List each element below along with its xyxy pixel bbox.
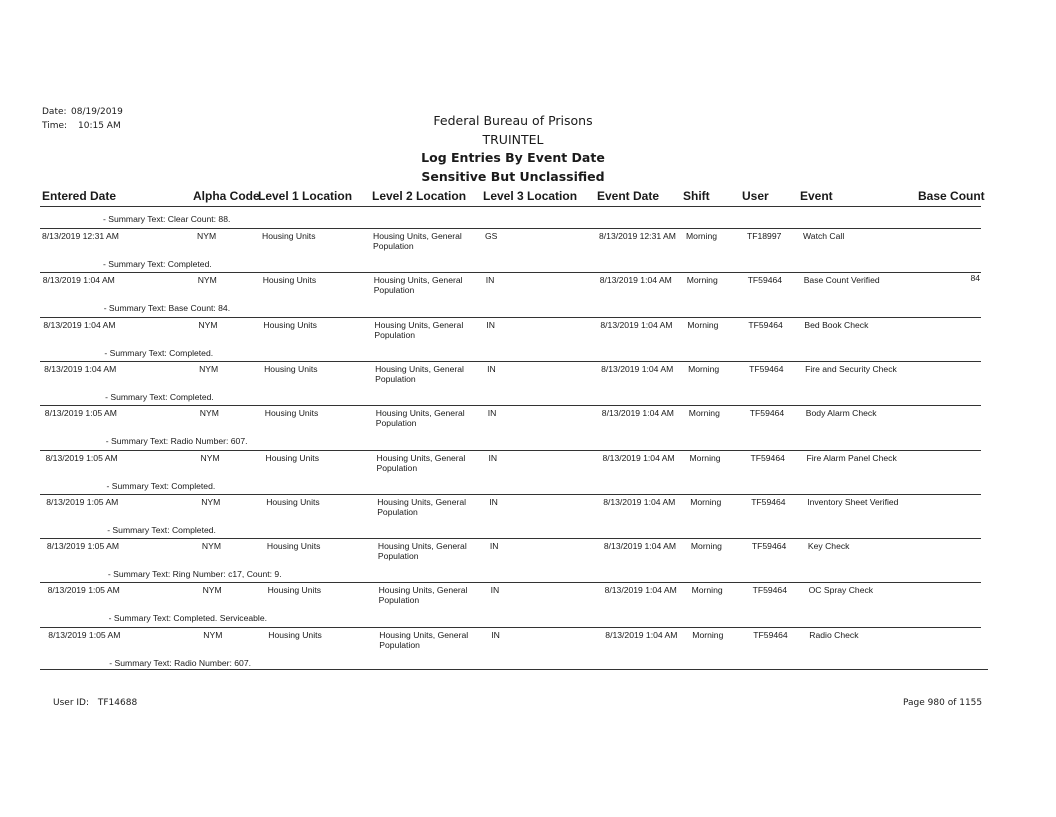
alpha-code-cell: NYM [198, 319, 218, 330]
summary-text: - Summary Text: Radio Number: 607. [109, 657, 251, 668]
level2-location-line2: Population [378, 595, 420, 606]
col-level2-location: Level 2 Location [372, 189, 467, 203]
level3-location-cell: GS [485, 231, 498, 241]
entered-date-cell: 8/13/2019 1:05 AM [47, 585, 120, 596]
row-divider [40, 582, 981, 583]
col-base-count: Base Count [918, 189, 985, 203]
header-divider [40, 206, 981, 207]
agency-name: Federal Bureau of Prisons [433, 113, 593, 128]
level2-location-line1: Housing Units, General [374, 319, 464, 330]
level2-location-cell [374, 320, 463, 340]
level2-location-cell [379, 585, 468, 605]
event-cell: Key Check [807, 541, 850, 552]
level2-location-line1: Housing Units, General [373, 231, 462, 241]
report-time [42, 121, 121, 131]
level2-location-line2: Population [377, 506, 418, 517]
top-summary-text: - Summary Text: Clear Count: 88. [103, 214, 231, 224]
level1-location-cell: Housing Units [262, 231, 316, 241]
level2-location-line1: Housing Units, General [379, 629, 469, 640]
entered-date-cell: 8/13/2019 1:05 AM [48, 629, 121, 640]
shift-cell: Morning [692, 629, 724, 640]
summary-text: - Summary Text: Completed. [105, 391, 214, 402]
event-date-cell: 8/13/2019 1:04 AM [605, 629, 678, 640]
col-level1-location: Level 1 Location [258, 189, 353, 203]
event-cell: Base Count Verified [803, 275, 880, 286]
summary-text: - Summary Text: Completed. [107, 524, 216, 535]
col-entered-date: Entered Date [42, 189, 117, 203]
level3-location-cell: IN [489, 541, 499, 552]
event-date-cell: 8/13/2019 1:04 AM [602, 452, 675, 463]
row-divider [40, 450, 981, 451]
row-divider [40, 538, 981, 539]
event-cell: OC Spray Check [808, 585, 874, 596]
user-cell: TF59464 [750, 452, 785, 463]
level2-location-cell [373, 231, 462, 251]
event-cell: Watch Call [803, 231, 845, 241]
user-cell: TF18997 [747, 231, 782, 241]
report-title-block [400, 112, 626, 186]
shift-cell: Morning [688, 408, 720, 419]
level1-location-cell: Housing Units [267, 585, 322, 596]
report-date [42, 107, 123, 117]
summary-text: - Summary Text: Completed. Serviceable. [108, 613, 268, 624]
row-divider [40, 627, 981, 628]
user-cell: TF59464 [749, 408, 785, 419]
alpha-code-cell: NYM [202, 585, 222, 596]
user-cell: TF59464 [747, 275, 783, 286]
entered-date-cell: 8/13/2019 1:05 AM [46, 496, 119, 507]
entered-date-cell: 8/13/2019 1:04 AM [43, 319, 116, 330]
shift-cell: Morning [688, 363, 720, 374]
summary-text: - Summary Text: Ring Number: c17, Count: 9. [107, 569, 282, 580]
level1-location-cell: Housing Units [265, 452, 319, 463]
level2-location-cell [376, 408, 465, 428]
row-divider [40, 272, 981, 273]
entered-date-cell: 8/13/2019 1:04 AM [44, 363, 117, 374]
level2-location-line1: Housing Units, General [376, 452, 466, 463]
level1-location-cell: Housing Units [266, 496, 320, 507]
level3-location-cell: IN [486, 319, 495, 330]
level3-location-cell: IN [491, 629, 500, 640]
level2-location-cell [377, 453, 466, 473]
event-date-cell: 8/13/2019 1:04 AM [599, 275, 672, 286]
event-date-cell: 8/13/2019 1:04 AM [603, 541, 677, 552]
level1-location-cell: Housing Units [262, 275, 317, 286]
user-cell: TF59464 [752, 585, 787, 596]
user-cell: TF59464 [749, 363, 784, 374]
alpha-code-cell: NYM [197, 231, 217, 241]
alpha-code-cell: NYM [197, 275, 217, 286]
alpha-code-cell: NYM [199, 408, 219, 419]
alpha-code-cell: NYM [199, 363, 219, 374]
level2-location-line2: Population [373, 241, 414, 251]
level3-location-cell: IN [488, 452, 498, 463]
row-divider [40, 361, 981, 362]
level2-location-line2: Population [374, 329, 416, 340]
row-divider [40, 317, 981, 318]
level1-location-cell: Housing Units [264, 408, 319, 419]
event-cell: Bed Book Check [804, 319, 869, 330]
date-value: 08/19/2019 [71, 107, 123, 117]
level2-location-line1: Housing Units, General [373, 275, 463, 286]
level2-location-cell [375, 364, 464, 384]
alpha-code-cell: NYM [201, 541, 221, 552]
summary-text: - Summary Text: Base Count: 84. [103, 303, 231, 314]
entered-date-cell: 8/13/2019 1:05 AM [46, 541, 120, 552]
col-event-date: Event Date [597, 189, 660, 203]
report-name: Log Entries By Event Date [421, 150, 605, 165]
level2-location-line2: Population [375, 373, 416, 384]
entered-date-cell: 8/13/2019 1:05 AM [44, 408, 117, 419]
event-cell: Fire Alarm Panel Check [806, 452, 897, 463]
event-date-cell: 8/13/2019 1:04 AM [603, 496, 676, 507]
alpha-code-cell: NYM [201, 496, 221, 507]
level3-location-cell: IN [485, 275, 495, 286]
summary-text: - Summary Text: Completed. [103, 259, 212, 269]
user-cell: TF59464 [751, 496, 786, 507]
summary-text: - Summary Text: Completed. [104, 347, 214, 358]
level2-location-line1: Housing Units, General [377, 541, 467, 552]
level2-location-line1: Housing Units, General [375, 408, 465, 419]
row-divider [40, 228, 981, 229]
level3-location-cell: IN [487, 408, 497, 419]
page-number: Page 980 of 1155 [903, 698, 983, 708]
date-label: Date: [42, 107, 67, 117]
alpha-code-cell: NYM [203, 629, 223, 640]
level2-location-line2: Population [376, 462, 418, 473]
event-date-cell: 8/13/2019 12:31 AM [599, 231, 676, 241]
shift-cell: Morning [689, 452, 721, 463]
event-cell: Fire and Security Check [805, 363, 897, 374]
user-id-label: User ID: [53, 698, 89, 708]
level3-location-cell: IN [489, 496, 498, 507]
time-label: Time: [42, 121, 68, 131]
event-date-cell: 8/13/2019 1:04 AM [600, 319, 673, 330]
event-date-cell: 8/13/2019 1:04 AM [601, 363, 674, 374]
user-cell: TF59464 [751, 541, 787, 552]
level2-location-cell [374, 275, 463, 295]
alpha-code-cell: NYM [200, 452, 220, 463]
summary-text: - Summary Text: Completed. [106, 480, 216, 491]
event-date-cell: 8/13/2019 1:04 AM [604, 585, 677, 596]
level2-location-cell [377, 497, 466, 517]
row-divider [40, 405, 981, 406]
col-shift: Shift [683, 189, 710, 203]
event-date-cell: 8/13/2019 1:04 AM [601, 408, 674, 419]
shift-cell: Morning [690, 541, 722, 552]
row-divider [40, 494, 981, 495]
shift-cell: Morning [687, 319, 719, 330]
level2-location-line2: Population [377, 551, 419, 562]
event-cell: Radio Check [809, 629, 859, 640]
col-event: Event [800, 189, 833, 203]
table-bottom-rule [40, 669, 988, 670]
base-count-cell: 84 [970, 273, 980, 284]
entered-date-cell: 8/13/2019 1:05 AM [45, 452, 118, 463]
col-user: User [742, 189, 769, 203]
footer-user [53, 698, 137, 708]
level1-location-cell: Housing Units [263, 319, 317, 330]
level2-location-cell [379, 630, 468, 650]
level2-location-line2: Population [373, 285, 415, 296]
classification: Sensitive But Unclassified [421, 168, 605, 184]
event-cell: Body Alarm Check [805, 408, 877, 419]
level2-location-line1: Housing Units, General [375, 363, 464, 374]
user-cell: TF59464 [753, 629, 788, 640]
time-value: 10:15 AM [78, 121, 121, 131]
shift-cell: Morning [690, 496, 722, 507]
entered-date-cell: 8/13/2019 1:04 AM [42, 275, 115, 286]
shift-cell: Morning [686, 275, 718, 286]
level3-location-cell: IN [487, 363, 496, 374]
event-cell: Inventory Sheet Verified [807, 496, 899, 507]
level2-location-line2: Population [379, 639, 420, 650]
level2-location-line1: Housing Units, General [378, 585, 468, 596]
summary-text: - Summary Text: Radio Number: 607. [105, 436, 248, 447]
level2-location-line1: Housing Units, General [377, 496, 467, 507]
user-id-value: TF14688 [97, 698, 138, 708]
level1-location-cell: Housing Units [268, 629, 322, 640]
user-cell: TF59464 [748, 319, 783, 330]
level3-location-cell: IN [490, 585, 500, 596]
level1-location-cell: Housing Units [264, 363, 318, 374]
level2-location-line2: Population [375, 418, 417, 429]
entered-date-cell: 8/13/2019 12:31 AM [42, 231, 119, 241]
shift-cell: Morning [691, 585, 723, 596]
shift-cell: Morning [686, 231, 718, 241]
level1-location-cell: Housing Units [266, 541, 321, 552]
level2-location-cell [378, 541, 467, 561]
col-alpha-code: Alpha Code [193, 189, 260, 203]
system-name: TRUINTEL [482, 131, 544, 147]
col-level3-location: Level 3 Location [483, 189, 578, 203]
